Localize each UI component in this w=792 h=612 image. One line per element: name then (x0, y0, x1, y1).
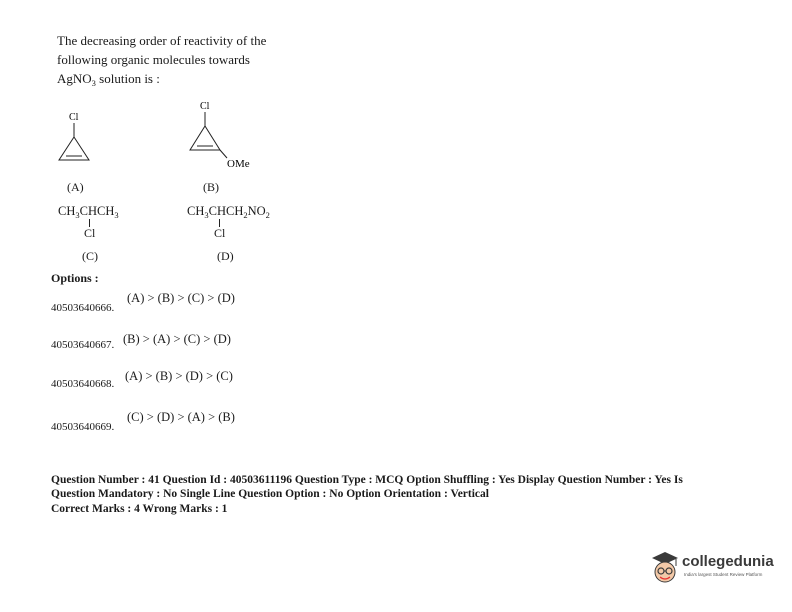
question-line-1: The decreasing order of reactivity of the (57, 33, 267, 48)
structure-a-label: (A) (67, 180, 84, 194)
structure-b-label: (B) (203, 180, 219, 194)
meta-line-1: Question Number : 41 Question Id : 40503611196 Question Type : MCQ Option Shuffling : Yes Display Question Number : Yes Is (51, 474, 683, 486)
option-1-id: 40503640666. (51, 302, 115, 314)
option-1-text[interactable]: (A) > (B) > (C) > (D) (127, 291, 235, 305)
collegedunia-logo[interactable] (648, 548, 790, 588)
structure-c-atom: Cl (84, 226, 96, 240)
option-4-text[interactable]: (C) > (D) > (A) > (B) (127, 410, 235, 424)
structure-c-label: (C) (82, 249, 98, 263)
structure-b (185, 98, 265, 173)
logo-tagline: India's largest Student Review Platform (684, 572, 763, 577)
structure-d-formula: $CH_3CHCH_2NO_2$ (187, 204, 270, 220)
options-label: Options : (51, 271, 99, 285)
structure-a (50, 110, 100, 170)
option-2-id: 40503640667. (51, 339, 115, 351)
structure-b-atom: Cl (200, 101, 210, 112)
question-line-3: AgNO$_3$ solution is : (57, 71, 160, 88)
option-4-id: 40503640669. (51, 421, 115, 433)
structure-b-substituent: OMe (227, 158, 250, 170)
meta-line-2: Question Mandatory : No Single Line Question Option : No Option Orientation : Vertical (51, 488, 489, 500)
logo-name: collegedunia (682, 553, 774, 570)
meta-line-3: Correct Marks : 4 Wrong Marks : 1 (51, 503, 228, 515)
structure-a-atom: Cl (69, 112, 79, 123)
structure-d-label: (D) (217, 249, 234, 263)
structure-c-formula: $CH_3CHCH_3$ (58, 204, 119, 220)
option-3-text[interactable]: (A) > (B) > (D) > (C) (125, 369, 233, 383)
graduate-mascot-icon (648, 548, 682, 588)
structure-d-atom: Cl (214, 226, 226, 240)
option-2-text[interactable]: (B) > (A) > (C) > (D) (123, 332, 231, 346)
question-line-2: following organic molecules towards (57, 52, 250, 67)
option-3-id: 40503640668. (51, 378, 115, 390)
